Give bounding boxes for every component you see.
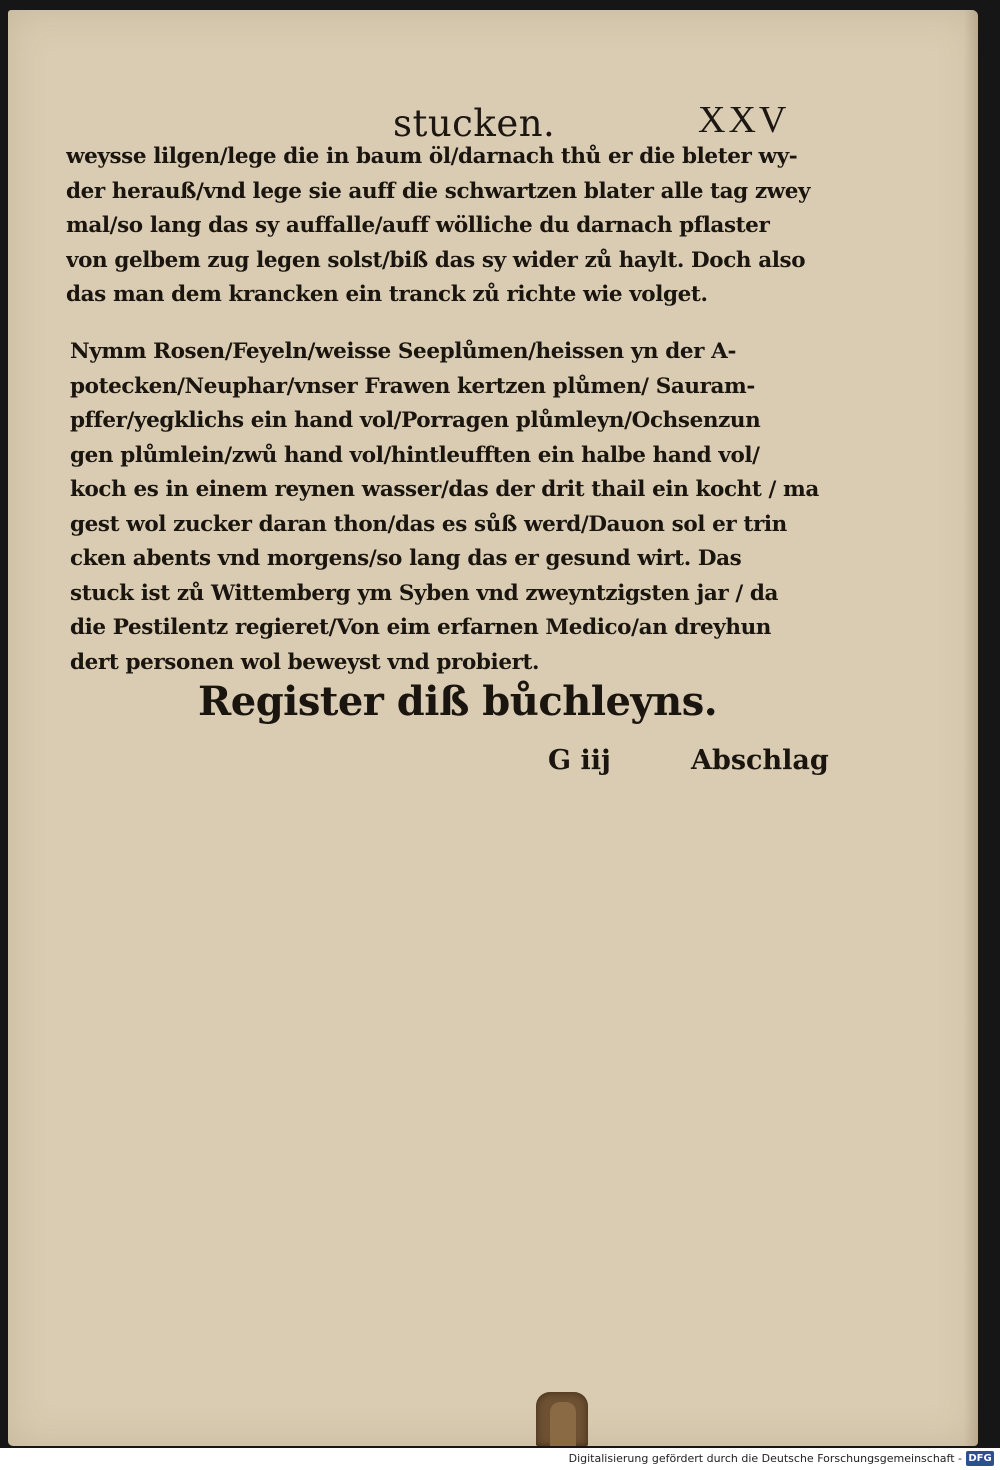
running-header: stucken.: [393, 102, 556, 145]
text-line: koch es in einem reynen wasser/das der drit thail ein kocht / ma: [70, 477, 819, 502]
tab-inner: [550, 1402, 576, 1446]
folio-number: XXV: [698, 99, 790, 141]
paragraph-1: [66, 140, 826, 313]
catchword: Abschlag: [691, 745, 829, 776]
paragraph-2: [70, 335, 830, 680]
text-line: gen plůmlein/zwů hand vol/hintleufften ein halbe hand vol/: [70, 442, 760, 468]
text-line: weysse lilgen/lege die in baum öl/darnach thů er die bleter wy-: [66, 144, 798, 169]
register-heading: Register diß bůchleyns.: [198, 678, 718, 725]
page-edge-shadow: [964, 10, 978, 1446]
book-page: [8, 10, 978, 1446]
leather-tab-icon: [536, 1392, 588, 1446]
footer-bar: [0, 1448, 1000, 1470]
text-line: die Pestilentz regieret/Von eim erfarnen Medico/an dreyhun: [70, 615, 772, 640]
text-line: stuck ist zů Wittemberg ym Syben vnd zweyntzigsten jar / da: [70, 580, 779, 606]
funding-credit: Digitalisierung gefördert durch die Deutsche Forschungsgemeinschaft -: [568, 1452, 962, 1465]
text-line: der herauß/vnd lege sie auff die schwartzen blater alle tag zwey: [66, 178, 811, 204]
text-line: dert personen wol beweyst vnd probiert.: [70, 649, 540, 675]
signature-mark: G iij: [548, 745, 611, 776]
text-line: pffer/yegklichs ein hand vol/Porragen plůmleyn/Ochsenzun: [70, 408, 761, 433]
text-line: von gelbem zug legen solst/biß das sy wider zů haylt. Doch also: [66, 247, 806, 273]
text-line: potecken/Neuphar/vnser Frawen kertzen plůmen/ Sauram-: [70, 373, 755, 399]
text-line: das man dem krancken ein tranck zů richte wie volget.: [66, 282, 708, 307]
dfg-logo-icon: DFG: [966, 1451, 994, 1466]
text-line: mal/so lang das sy auffalle/auff wölliche du darnach pflaster: [66, 213, 770, 238]
text-line: cken abents vnd morgens/so lang das er gesund wirt. Das: [70, 546, 742, 571]
text-line: Nymm Rosen/Feyeln/weisse Seeplůmen/heissen yn der A-: [70, 339, 736, 364]
text-line: gest wol zucker daran thon/das es sůß werd/Dauon sol er trin: [70, 511, 787, 537]
